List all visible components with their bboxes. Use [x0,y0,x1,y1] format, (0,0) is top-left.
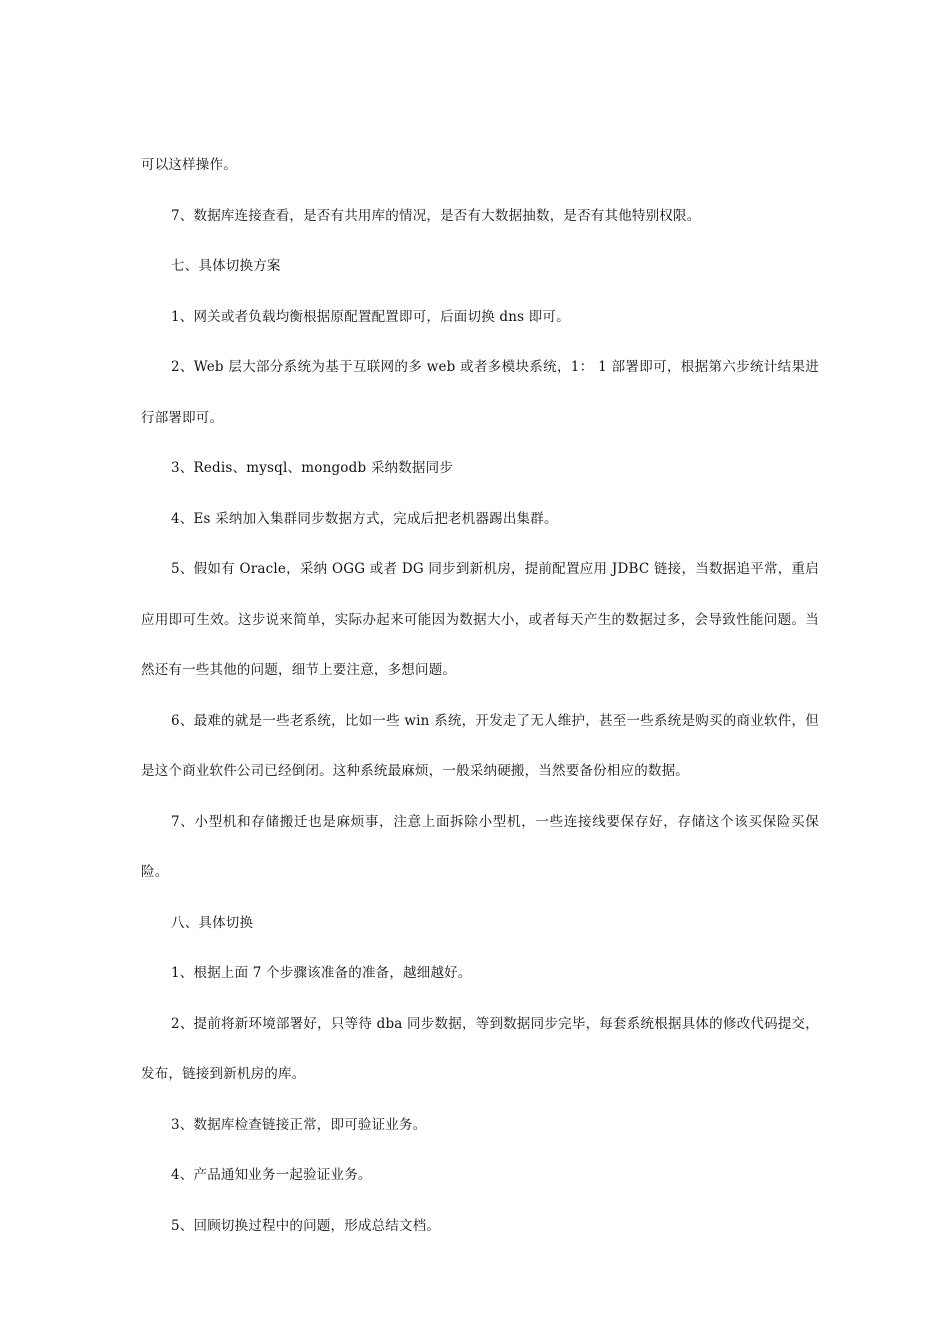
list-item-minicomputer: 7、小型机和存储搬迁也是麻烦事，注意上面拆除小型机，一些连接线要保存好，存储这个该买保险买保险。 [141,813,819,880]
list-item-db-check: 3、数据库检查链接正常，即可验证业务。 [171,1116,427,1133]
list-item-web-layer: 2、Web 层大部分系统为基于互联网的多 web 或者多模块系统，1： 1 部署即可，根据第六步统计结果进行部署即可。 [141,359,819,426]
list-item-deploy-new-env: 2、提前将新环境部署好，只等待 dba 同步数据，等到数据同步完毕，每套系统根据具体的修改代码提交，发布，链接到新机房的库。 [141,1015,819,1082]
list-item-prepare: 1、根据上面 7 个步骤该准备的准备，越细越好。 [171,965,472,981]
list-item-oracle: 5、假如有 Oracle，采纳 OGG 或者 DG 同步到新机房，提前配置应用 JDBC 链接，当数据追平常，重启应用即可生效。这步说来简单，实际办起来可能因为数据大小，或者每天产生的数据过多，会导致性能问题。当然还有一些其他的问题，细节上要注意，多想问题。 [141,561,819,678]
section-heading-switch-plan: 七、具体切换方案 [171,258,281,274]
list-item-product-verify: 4、产品通知业务一起验证业务。 [171,1167,372,1183]
list-item-db-connection-check: 7、数据库连接查看，是否有共用库的情况，是否有大数据抽数，是否有其他特别权限。 [171,207,701,224]
document-body [141,140,819,1251]
list-item-es: 4、Es 采纳加入集群同步数据方式，完成后把老机器踢出集群。 [171,510,558,527]
section-heading-switch: 八、具体切换 [171,914,254,931]
list-item-redis-mysql: 3、Redis、mysql、mongodb 采纳数据同步 [171,460,454,476]
paragraph-continuation: 可以这样操作。 [141,157,237,173]
list-item-gateway: 1、网关或者负载均衡根据原配置配置即可，后面切换 dns 即可。 [171,308,570,325]
list-item-review: 5、回顾切换过程中的问题，形成总结文档。 [171,1217,441,1234]
list-item-legacy-systems: 6、最难的就是一些老系统，比如一些 win 系统，开发走了无人维护，甚至一些系统是购买的商业软件，但是这个商业软件公司已经倒闭。这种系统最麻烦，一般采纳硬搬，当然要备份相应的数据。 [141,712,819,779]
